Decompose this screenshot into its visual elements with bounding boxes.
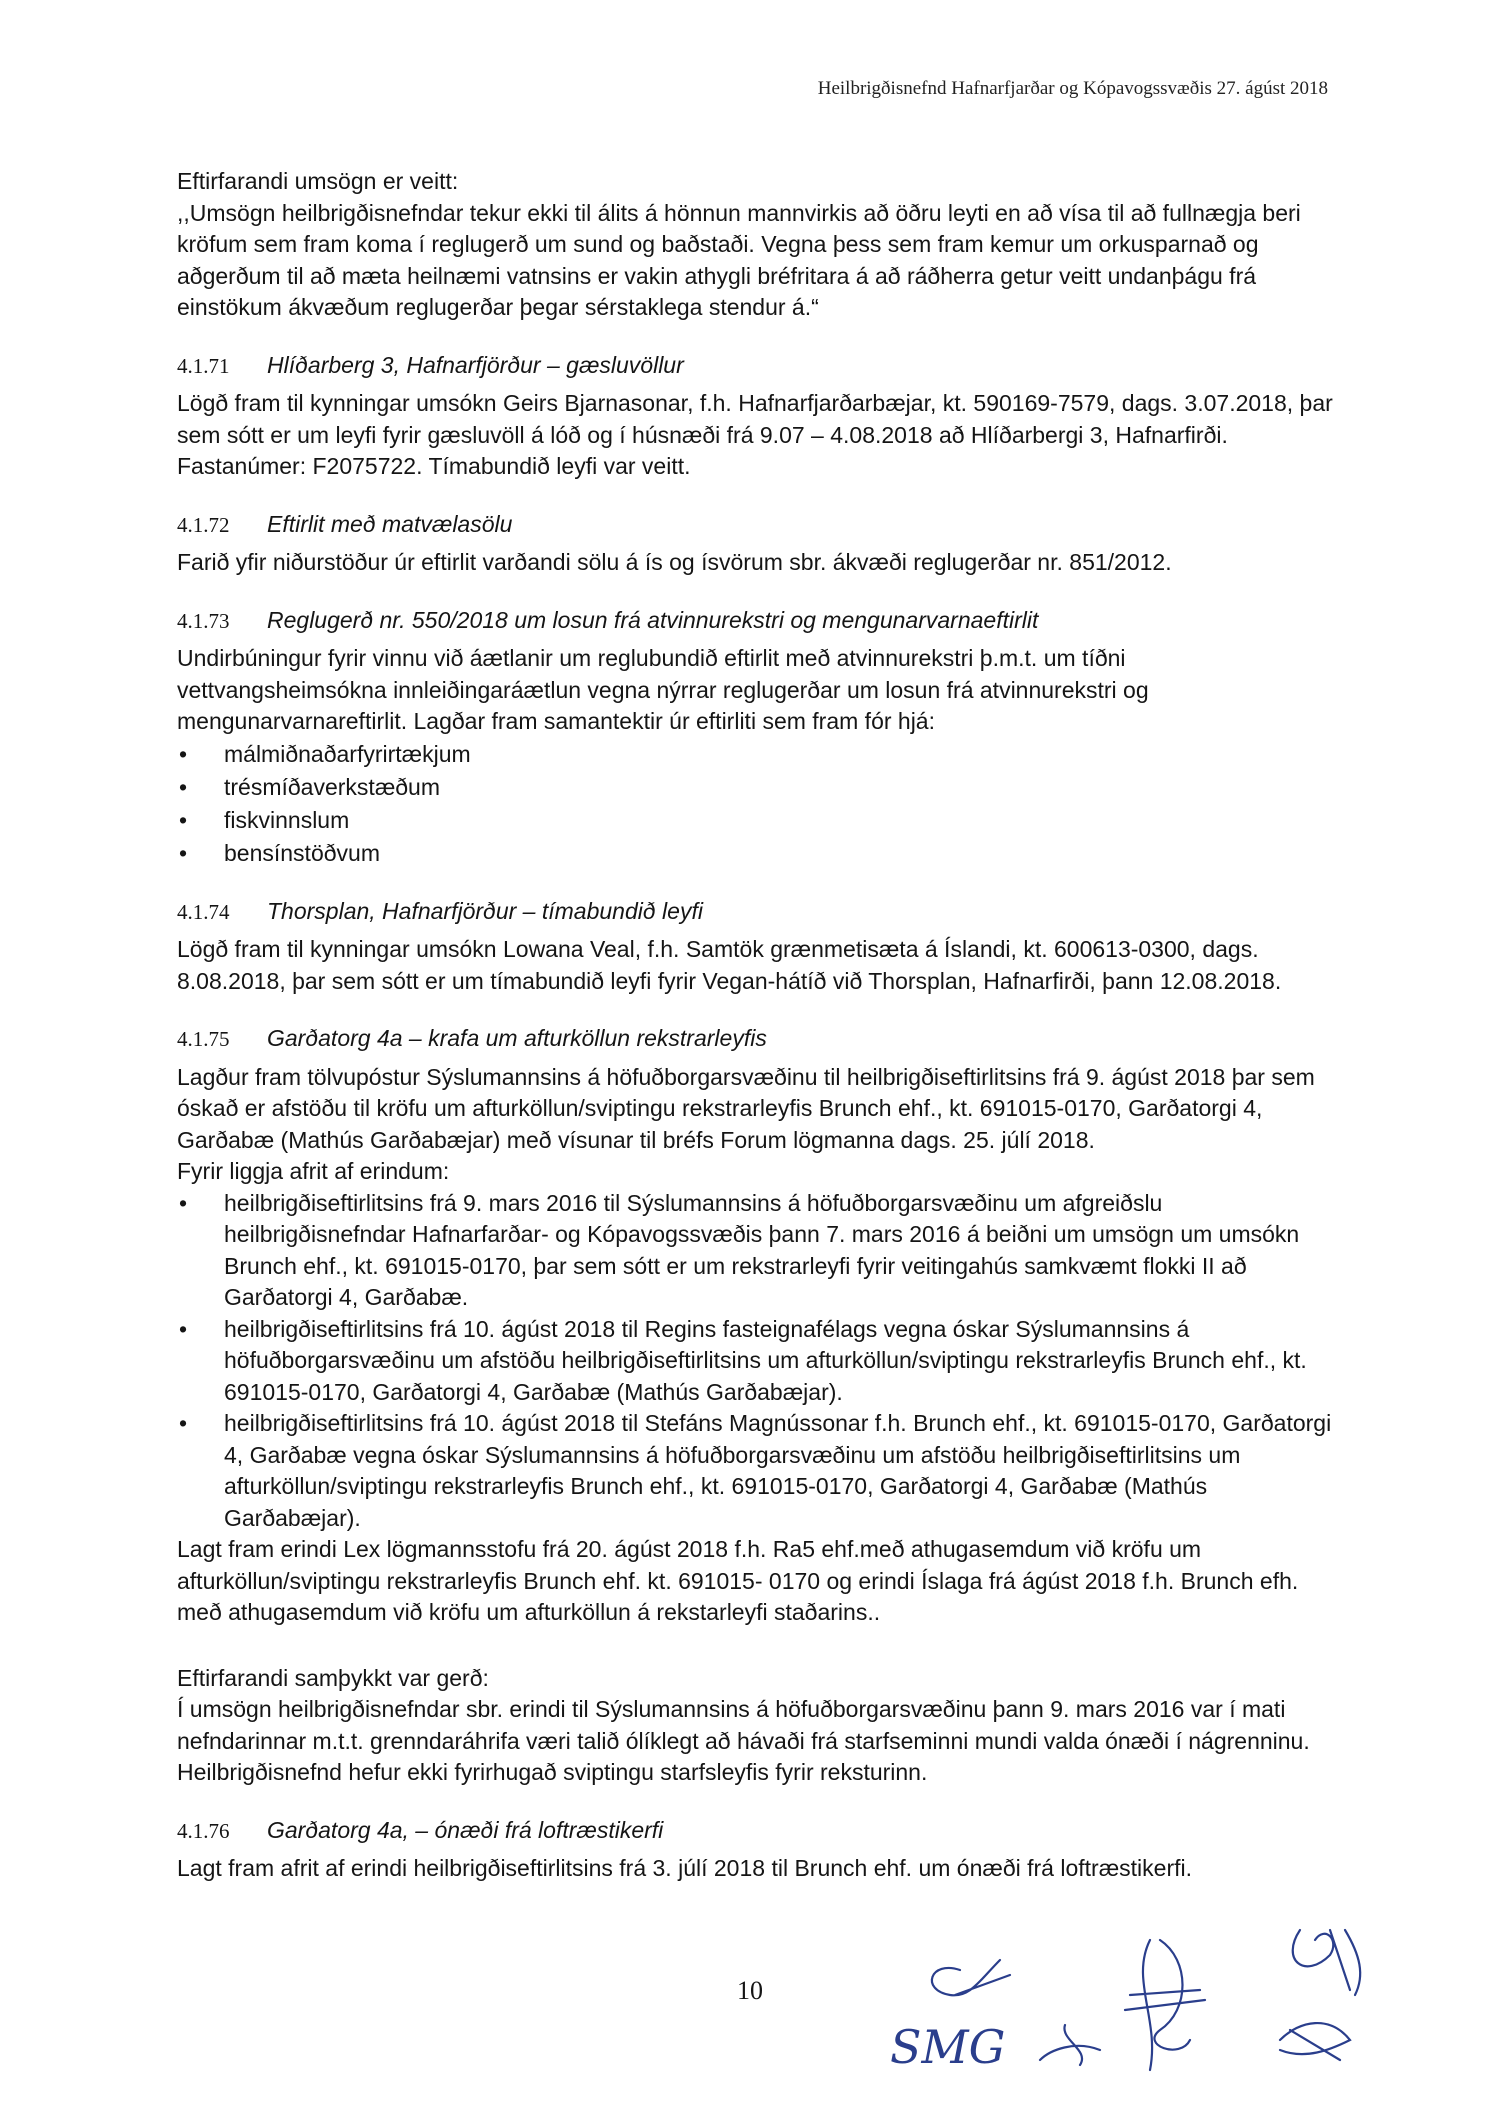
section-heading (177, 350, 1337, 383)
section-body: Lögð fram til kynningar umsókn Geirs Bjarnasonar, f.h. Hafnarfjarðarbæjar, kt. 590169-7579, dags. 3.07.2018, þar sem sótt er um leyfi fyrir gæsluvöll á lóð og í húsnæði frá 9.07 – 4.08.2018 að Hlíðarbergi 3, Hafnarfirði. Fastanúmer: F2075722. Tímabundið leyfi var veitt. (177, 390, 1333, 479)
page-header: Heilbrigðisnefnd Hafnarfjarðar og Kópavogssvæðis 27. ágúst 2018 (817, 78, 1328, 99)
section-title: Garðatorg 4a, – ónæði frá loftræstikerfi (267, 1816, 664, 1843)
section-number: 4.1.76 (177, 1818, 230, 1843)
section-body: Lagður fram tölvupóstur Sýslumannsins á höfuðborgarsvæðinu til heilbrigðiseftirlitsins frá 9. ágúst 2018 þar sem óskað er afstöðu til kröfu um afturköllun/sviptingu rekstrarleyfis Brunch ehf., kt. 691015-0170, Garðatorgi 4, Garðabæ (Mathús Garðabæjar) með vísunar til bréfs Forum lögmanna dags. 25. júlí 2018. (177, 1063, 1315, 1153)
list-item: • heilbrigðiseftirlitsins frá 10. ágúst 2018 til Regins fasteignafélags vegna óskar Sýslumannsins á höfuðborgarsvæðinu um afstöðu heilbrigðiseftirlitsins um afturköllun/sviptingu rekstrarleyfis Brunch ehf., kt. 691015-0170, Garðatorgi 4, Garðabæ (Mathús Garðabæjar). (177, 1314, 1337, 1409)
section-heading (177, 509, 1337, 542)
section-number: 4.1.71 (177, 353, 230, 378)
section-heading (177, 896, 1337, 929)
section-number: 4.1.72 (177, 512, 230, 537)
section-body: Lagt fram afrit af erindi heilbrigðiseftirlitsins frá 3. júlí 2018 til Brunch ehf. um ónæði frá loftræstikerfi. (177, 1855, 1192, 1881)
bullet-list (177, 738, 1337, 870)
list-item: • málmiðnaðarfyrirtækjum (177, 738, 1337, 771)
section-title: Thorsplan, Hafnarfjörður – tímabundið leyfi (267, 897, 703, 924)
section-title: Eftirlit með matvælasölu (267, 510, 513, 537)
section-title: Garðatorg 4a – krafa um afturköllun rekstrarleyfis (267, 1025, 767, 1051)
section-4-1-76 (177, 1815, 1337, 1885)
section-4-1-74 (177, 896, 1337, 998)
resolution-lead: Eftirfarandi samþykkt var gerð: (177, 1664, 489, 1691)
section-4-1-72 (177, 509, 1337, 579)
list-lead: Fyrir liggja afrit af erindum: (177, 1158, 450, 1184)
section-number: 4.1.73 (177, 608, 230, 633)
section-number: 4.1.74 (177, 899, 230, 924)
document-body (177, 166, 1337, 1885)
page-number: 10 (737, 1976, 763, 2005)
section-heading (177, 1815, 1337, 1848)
bullet-list (177, 1188, 1337, 1535)
resolution-text-2: Heilbrigðisnefnd hefur ekki fyrirhugað sviptingu starfsleyfis fyrir reksturinn. (177, 1759, 928, 1785)
list-item: • heilbrigðiseftirlitsins frá 10. ágúst 2018 til Stefáns Magnússonar f.h. Brunch ehf., kt. 691015-0170, Garðatorgi 4, Garðabæ vegna óskar Sýslumannsins á höfuðborgarsvæðinu um afstöðu heilbrigðiseftirlitsins um afturköllun/sviptingu rekstrarleyfis Brunch ehf., kt. 691015-0170, Garðatorgi 4, Garðabæ (Mathús Garðabæjar). (177, 1408, 1337, 1534)
section-4-1-73 (177, 605, 1337, 870)
section-body: Lögð fram til kynningar umsókn Lowana Veal, f.h. Samtök grænmetisæta á Íslandi, kt. 600613-0300, dags. 8.08.2018, þar sem sótt er um tímabundið leyfi fyrir Vegan-hátíð við Thorsplan, Hafnarfirði, þann 12.08.2018. (177, 936, 1282, 994)
section-heading (177, 1023, 1337, 1056)
signature-initials: SMG (890, 2020, 1006, 2074)
resolution-text: Í umsögn heilbrigðisnefndar sbr. erindi til Sýslumannsins á höfuðborgarsvæðinu þann 9. mars 2016 var í mati nefndarinnar m.t.t. grenndaráhrifa væri talið ólíklegt að hávaði frá starfseminni mundi valda ónæði í nágrenninu. (177, 1696, 1310, 1754)
list-item: • trésmíðaverkstæðum (177, 771, 1337, 804)
signatures (860, 1900, 1380, 2100)
section-4-1-75 (177, 1023, 1337, 1789)
section-title: Hlíðarberg 3, Hafnarfjörður – gæsluvöllur (267, 351, 684, 378)
section-title: Reglugerð nr. 550/2018 um losun frá atvinnurekstri og mengunarvarnaeftirlit (267, 606, 1039, 633)
section-after: Lagt fram erindi Lex lögmannsstofu frá 20. ágúst 2018 f.h. Ra5 ehf.með athugasemdum við kröfu um afturköllun/sviptingu rekstrarleyfis Brunch ehf. kt. 691015- 0170 og erindi Íslaga frá ágúst 2018 f.h. Brunch efh. með athugasemdum við kröfu um afturköllun á rekstarleyfi staðarins.. (177, 1536, 1299, 1625)
list-item: • heilbrigðiseftirlitsins frá 9. mars 2016 til Sýslumannsins á höfuðborgarsvæðinu um afgreiðslu heilbrigðisnefndar Hafnarfarðar- og Kópavogssvæðis þann 7. mars 2016 á beiðni um umsögn um umsókn Brunch ehf., kt. 691015-0170, þar sem sótt er um rekstrarleyfi fyrir veitingahús samkvæmt flokki II að Garðatorgi 4, Garðabæ. (177, 1188, 1337, 1314)
intro-quote: ,,Umsögn heilbrigðisnefndar tekur ekki til álits á hönnun mannvirkis að öðru leyti en að vísa til að fullnægja beri kröfum sem fram koma í reglugerð um sund og baðstaði. Vegna þess sem fram kemur um orkusparnað og aðgerðum til að mæta heilnæmi vatnsins er vakin athygli bréfritara á að ráðherra getur veitt undanþágu frá einstökum ákvæðum reglugerðar þegar sérstaklega stendur á.“ (177, 199, 1301, 320)
section-heading (177, 605, 1337, 638)
list-item: • fiskvinnslum (177, 804, 1337, 837)
section-number: 4.1.75 (177, 1027, 230, 1051)
intro-lead: Eftirfarandi umsögn er veitt: (177, 168, 459, 194)
section-4-1-71 (177, 350, 1337, 483)
section-body: Farið yfir niðurstöður úr eftirlit varðandi sölu á ís og ísvörum sbr. ákvæði reglugerðar nr. 851/2012. (177, 549, 1172, 575)
section-body: Undirbúningur fyrir vinnu við áætlanir um reglubundið eftirlit með atvinnurekstri þ.m.t. um tíðni vettvangsheimsókna innleiðingaráætlun vegna nýrrar reglugerðar um losun frá atvinnurekstri og mengunarvarnareftirlit. Lagðar fram samantektir úr eftirliti sem fram fór hjá: (177, 645, 1149, 734)
list-item: • bensínstöðvum (177, 837, 1337, 870)
